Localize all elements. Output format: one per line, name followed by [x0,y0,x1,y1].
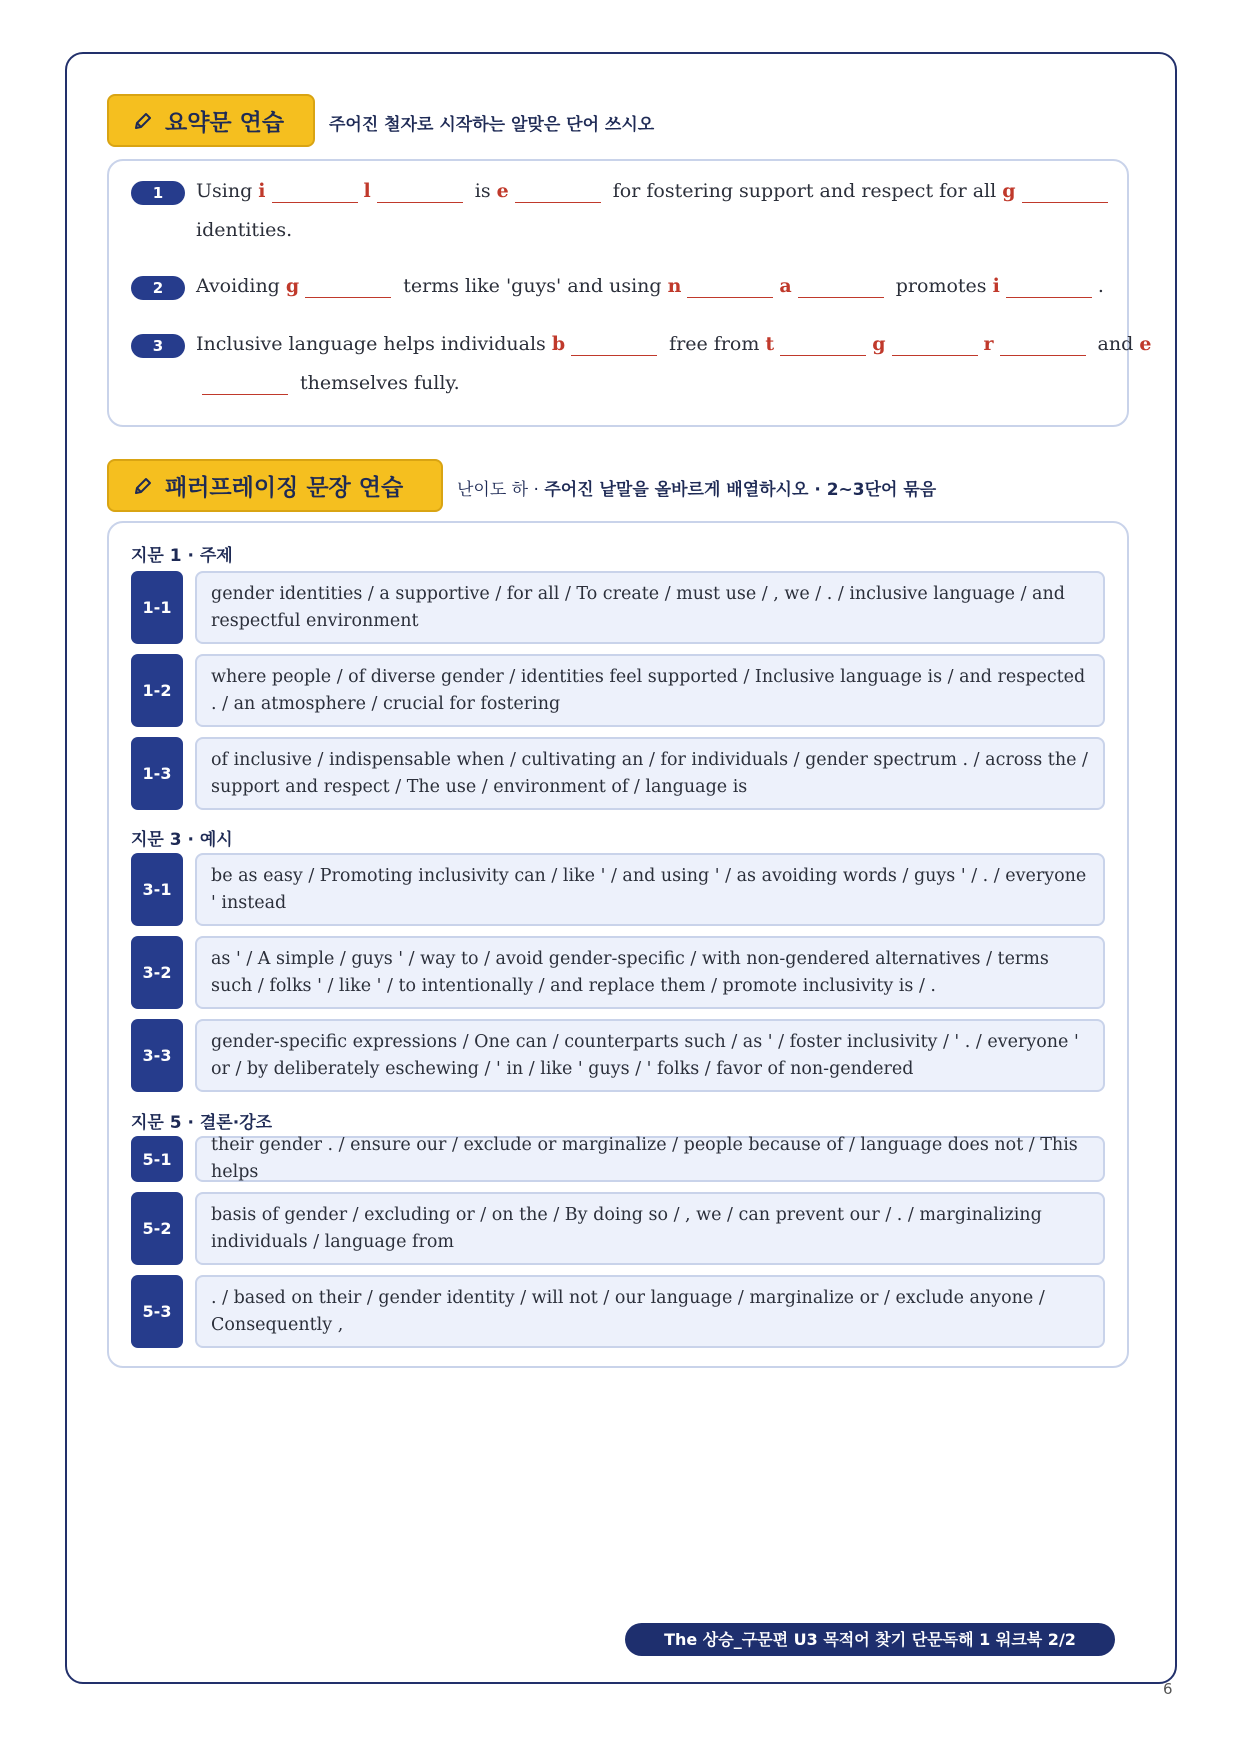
question-text: and [1091,333,1140,355]
question-line [196,180,1114,203]
answer-blank[interactable] [798,276,884,298]
question-text: themselves fully. [294,372,460,394]
question-text: is [468,180,497,202]
footer-label: The 상승_구문편 U3 목적어 찾기 단문독해 1 워크북 2/2 [625,1623,1115,1656]
paraphrase-instruction [457,475,936,500]
word-chunks-text: where people / of diverse gender / identities feel supported / Inclusive language is / and respected . / an atmosphere / crucial for fostering [211,666,1086,714]
answer-blank[interactable] [780,334,866,356]
question-text: Inclusive language helps individuals [196,333,552,355]
item-number-badge: 1-2 [131,654,183,727]
word-chunks-text: gender identities / a supportive / for all / To create / must use / , we / . / inclusive language / and respectful environment [211,583,1065,631]
question-line [196,219,292,241]
word-chunks-text: as ' / A simple / guys ' / way to / avoid gender-specific / with non-gendered alternatives / terms such / folks ' / like ' / to intentionally / and replace them / promote inclusivity is / . [211,948,1049,996]
item-number-badge: 1-3 [131,737,183,810]
initial-letter-hint: g [1002,180,1016,202]
initial-letter-hint: r [983,333,994,355]
question-text: terms like 'guys' and using [397,275,668,297]
question-text: promotes [889,275,993,297]
word-chunks-text: their gender . / ensure our / exclude or marginalize / people because of / language does not / This helps [211,1135,1078,1182]
passage-group-title: 지문 3 · 예시 [131,830,233,850]
answer-blank[interactable] [202,373,288,395]
answer-blank[interactable] [1000,334,1086,356]
question-number-badge: 1 [131,181,185,205]
question-line [196,372,460,395]
question-text: free from [663,333,766,355]
word-chunk-box[interactable] [195,571,1105,644]
answer-blank[interactable] [687,276,773,298]
initial-letter-hint: i [992,275,1000,297]
word-chunk-box[interactable] [195,654,1105,727]
item-number-badge: 5-1 [131,1136,183,1182]
answer-blank[interactable] [377,181,463,203]
item-number-badge: 5-2 [131,1192,183,1265]
initial-letter-hint: n [667,275,682,297]
word-chunks-text: gender-specific expressions / One can / counterparts such / as ' / foster inclusivity / ' . / everyone ' or / by deliberately eschewing / ' in / like ' guys / ' folks / favor of non-gendered [211,1031,1079,1079]
answer-blank[interactable] [272,181,358,203]
item-number-badge: 3-2 [131,936,183,1009]
item-number-badge: 5-3 [131,1275,183,1348]
initial-letter-hint: i [258,180,266,202]
answer-blank[interactable] [1022,181,1108,203]
question-line [196,275,1104,298]
answer-blank[interactable] [515,181,601,203]
word-chunks-text: of inclusive / indispensable when / cultivating an / for individuals / gender spectrum . / across the / support and respect / The use / environment of / language is [211,749,1088,797]
question-line [196,333,1151,356]
passage-group-title: 지문 5 · 결론·강조 [131,1113,273,1133]
initial-letter-hint: g [872,333,886,355]
question-number-badge: 3 [131,334,185,358]
pencil-icon [133,111,153,131]
word-chunk-box[interactable] [195,1136,1105,1182]
paraphrase-title: 패러프레이징 문장 연습 [165,475,404,501]
item-number-badge: 3-3 [131,1019,183,1092]
initial-letter-hint: a [779,275,792,297]
answer-blank[interactable] [305,276,391,298]
answer-blank[interactable] [1006,276,1092,298]
summary-section-tag [107,94,315,147]
paraphrase-section-tag [107,459,443,512]
paraphrase-instruction-text: 주어진 낱말을 올바르게 배열하시오 · 2~3단어 묶음 [544,480,937,500]
initial-letter-hint: e [496,180,509,202]
item-number-badge: 1-1 [131,571,183,644]
pencil-icon [133,476,153,496]
summary-title: 요약문 연습 [165,110,285,136]
word-chunk-box[interactable] [195,853,1105,926]
passage-group-title: 지문 1 · 주제 [131,546,233,566]
word-chunk-box[interactable] [195,1192,1105,1265]
initial-letter-hint: b [551,333,566,355]
word-chunks-text: . / based on their / gender identity / will not / our language / marginalize or / exclude anyone / Consequently , [211,1287,1045,1335]
initial-letter-hint: e [1139,333,1152,355]
question-text: . [1097,275,1104,297]
summary-instruction: 주어진 철자로 시작하는 알맞은 단어 쓰시오 [329,115,655,135]
question-text: for fostering support and respect for all [606,180,1003,202]
word-chunk-box[interactable] [195,936,1105,1009]
word-chunks-text: basis of gender / excluding or / on the / By doing so / , we / can prevent our / . / marginalizing individuals / language from [211,1204,1042,1252]
page-number: 6 [1163,1680,1173,1698]
word-chunk-box[interactable] [195,1275,1105,1348]
initial-letter-hint: t [765,333,775,355]
word-chunk-box[interactable] [195,1019,1105,1092]
initial-letter-hint: g [285,275,300,297]
answer-blank[interactable] [892,334,978,356]
question-text: Using [196,180,259,202]
question-text: Avoiding [196,275,286,297]
initial-letter-hint: l [363,180,371,202]
word-chunks-text: be as easy / Promoting inclusivity can / like ' / and using ' / as avoiding words / guys ' / . / everyone ' instead [211,865,1087,913]
word-chunk-box[interactable] [195,737,1105,810]
answer-blank[interactable] [571,334,657,356]
question-text: identities. [196,219,293,241]
difficulty-label: 난이도 하 · [457,480,545,500]
item-number-badge: 3-1 [131,853,183,926]
question-number-badge: 2 [131,276,185,300]
